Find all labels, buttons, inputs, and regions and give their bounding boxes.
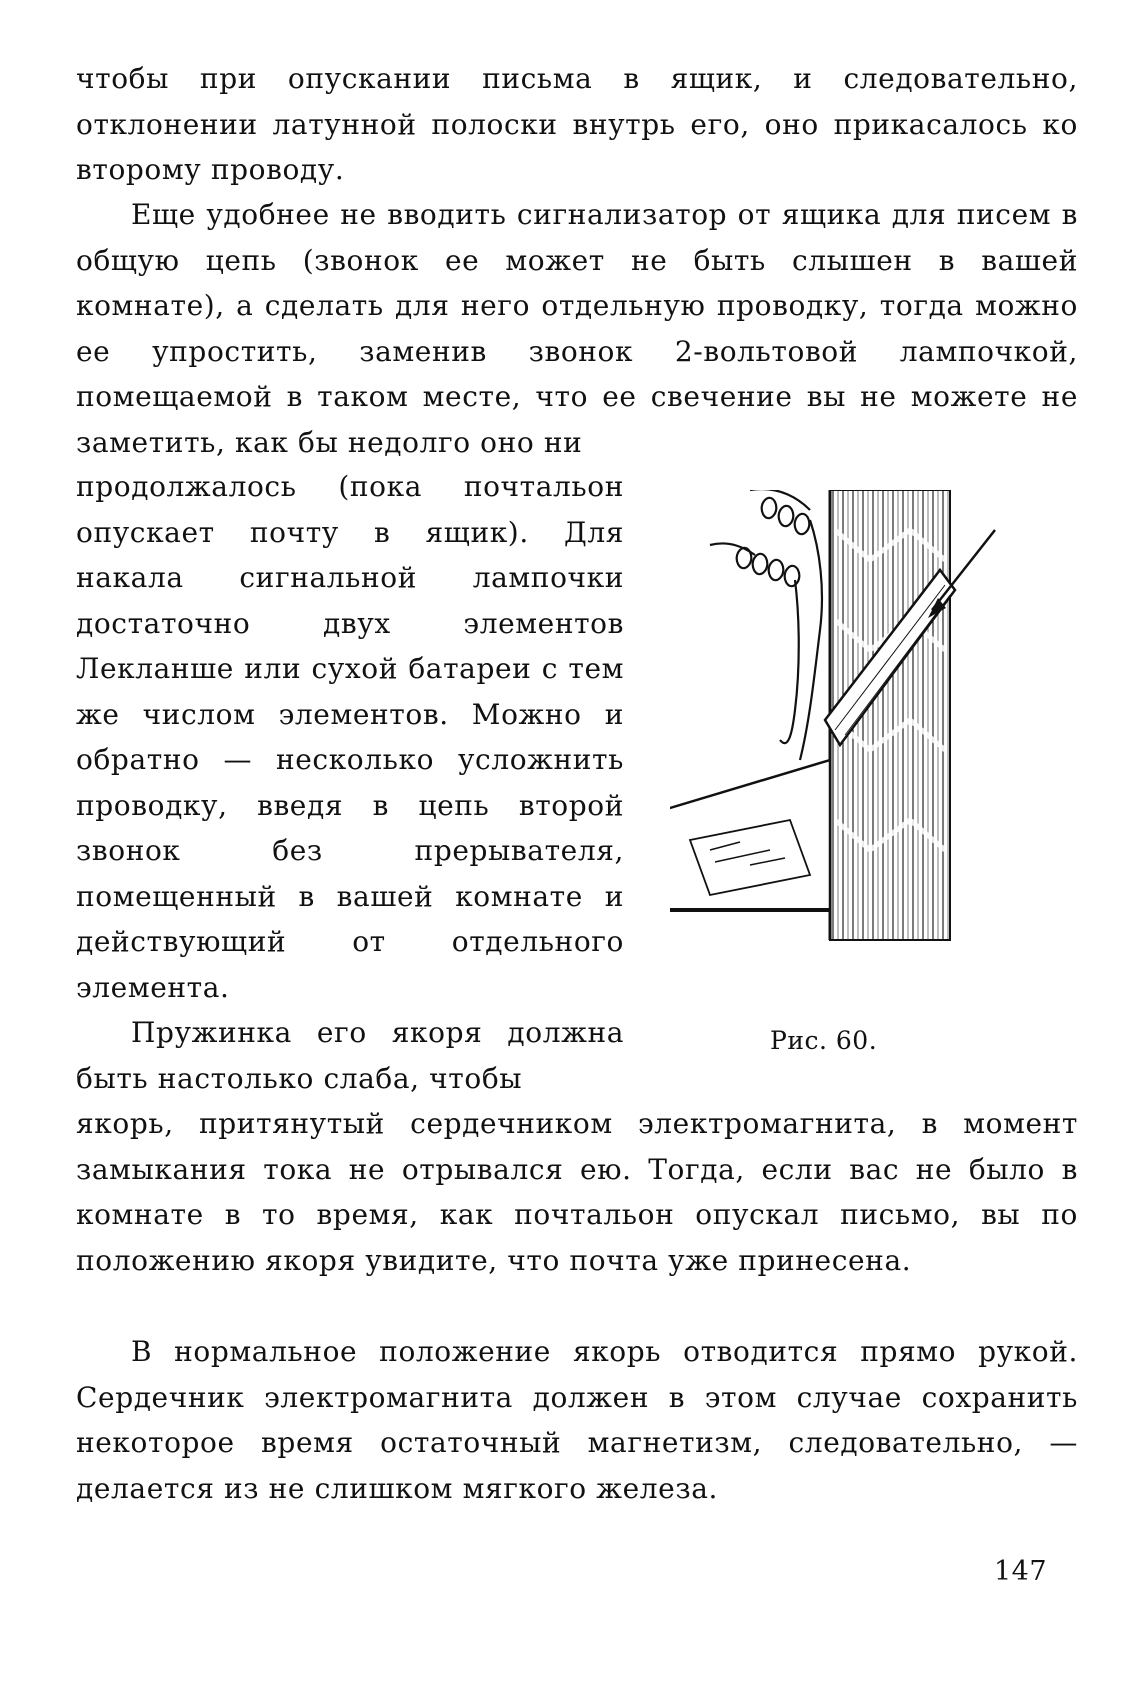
wire-coils — [710, 490, 822, 760]
figure-60-illustration — [670, 490, 1070, 1010]
paragraph-4-continued: якорь, притянутый сердечником электромагнита, в момент замыкания тока не отрывался ею. Тогда, если вас не было в комнате в то время, как почтальон опускал письмо, вы по положению якоря увидите, что почта уже принесена. — [76, 1107, 1078, 1277]
paragraph-3-wrapped: продолжалось (пока почтальон опускает почту в ящик). Для накала сигнальной лампочки достаточно двух элементов Лекланше или сухой батареи с тем же числом элементов. Можно и обратно — несколько усложнить проводку, введя в цепь второй звонок без прерывателя, помещенный в вашей комнате и действующий от отдельного элемента. — [76, 470, 624, 1004]
paragraph-4-wrapped: Пружинка его якоря должна быть настолько слаба, чтобы — [76, 1016, 624, 1095]
figure-caption: Рис. 60. — [770, 1026, 878, 1055]
page-number: 147 — [994, 1556, 1048, 1587]
paragraph-5: В нормальное положение якорь отводится прямо рукой. Сердечник электромагнита должен в этом случае сохранить некоторое время остаточный магнетизм, следовательно, — делается из не слишком мягкого железа. — [76, 1335, 1078, 1505]
letter-box — [670, 760, 830, 910]
paragraph-2: Еще удобнее не вводить сигнализатор от ящика для писем в общую цепь (звонок ее может не быть слышен в вашей комнате), а сделать для него отдельную проводку, тогда можно ее упростить, заменив звонок 2-вольтовой лампочкой, помещаемой в таком месте, что ее свечение вы не можете не заметить, как бы недолго оно ни — [76, 198, 1078, 459]
paragraph-1: чтобы при опускании письма в ящик, и следовательно, отклонении латунной полоски внутрь его, оно прикасалось ко второму проводу. — [76, 62, 1078, 186]
